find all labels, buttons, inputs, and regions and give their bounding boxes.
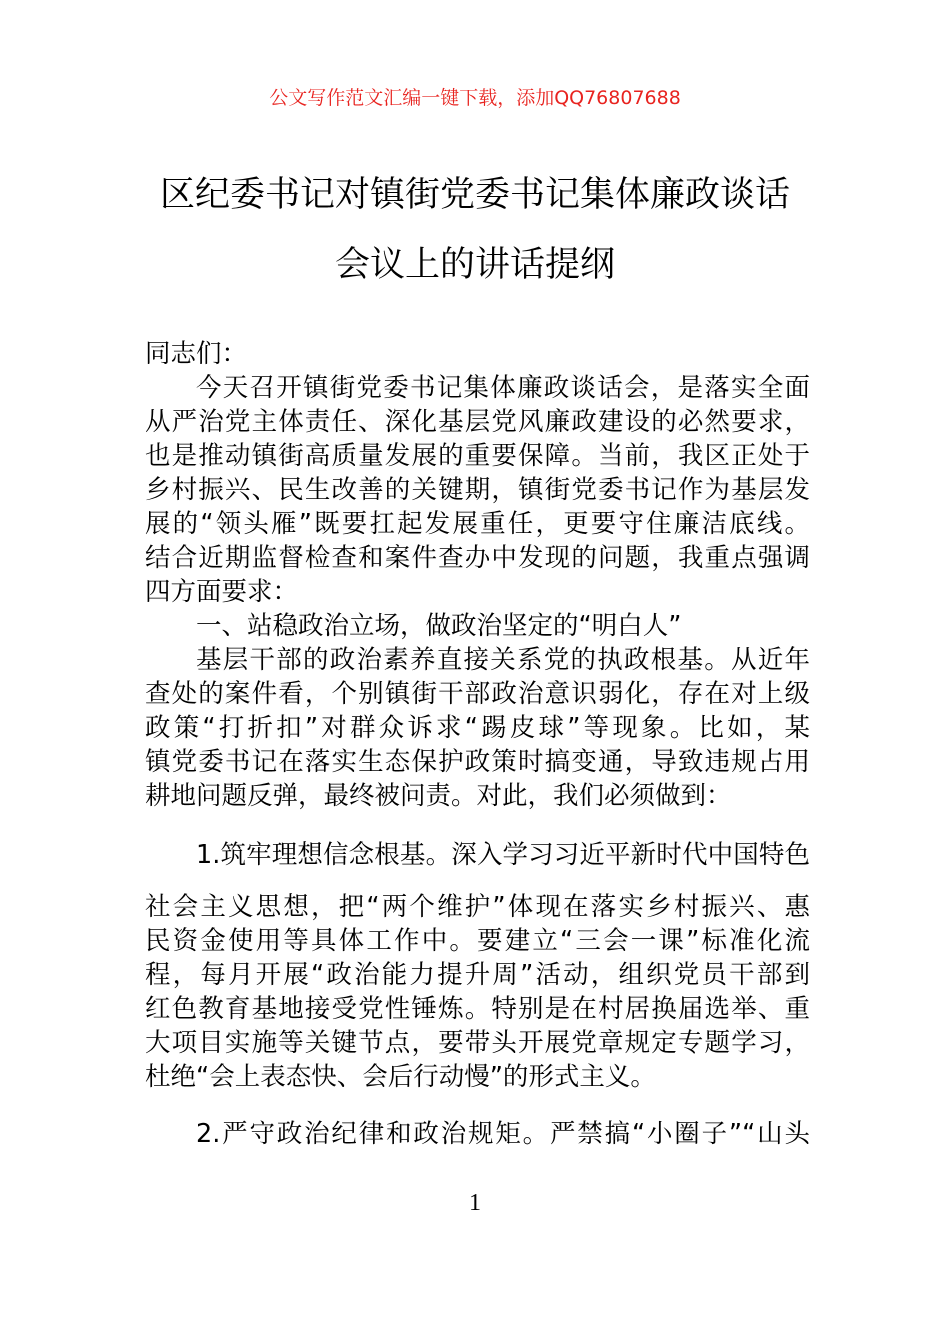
paragraph-line: 社会主义思想，把“两个维护”体现在落实乡村振兴、惠 bbox=[145, 892, 810, 922]
paragraph-line: 政策“打折扣”对群众诉求“踢皮球”等现象。比如，某 bbox=[145, 713, 810, 743]
paragraph-line: 杜绝“会上表态快、会后行动慢”的形式主义。 bbox=[145, 1062, 656, 1092]
salutation: 同志们： bbox=[145, 339, 248, 369]
paragraph-line: 红色教育基地接受党性锤炼。特别是在村居换届选举、重 bbox=[145, 994, 810, 1024]
watermark-banner: 公文写作范文汇编一键下载，添加QQ76807688 bbox=[269, 87, 681, 109]
paragraph-line: 乡村振兴、民生改善的关键期，镇街党委书记作为基层发 bbox=[145, 475, 810, 505]
subsection-heading-2: 2.严守政治纪律和政治规矩。严禁搞“小圈子”“山头 bbox=[196, 1119, 810, 1149]
paragraph-line: 四方面要求： bbox=[145, 577, 299, 607]
document-title-line-2: 会议上的讲话提纲 bbox=[334, 245, 615, 285]
paragraph-line: 大项目实施等关键节点，要带头开展党章规定专题学习， bbox=[145, 1028, 810, 1058]
section-heading-1: 一、站稳政治立场，做政治坚定的“明白人” bbox=[196, 611, 682, 641]
paragraph-line: 结合近期监督检查和案件查办中发现的问题，我重点强调 bbox=[145, 543, 810, 573]
paragraph-line: 展的“领头雁”既要扛起发展重任，更要守住廉洁底线。 bbox=[145, 509, 810, 539]
page-number: 1 bbox=[469, 1190, 481, 1216]
paragraph-line: 查处的案件看，个别镇街干部政治意识弱化，存在对上级 bbox=[145, 679, 810, 709]
paragraph-line: 今天召开镇街党委书记集体廉政谈话会，是落实全面 bbox=[196, 373, 810, 403]
paragraph-line: 耕地问题反弹，最终被问责。对此，我们必须做到： bbox=[145, 781, 732, 811]
paragraph-line: 镇党委书记在落实生态保护政策时搞变通，导致违规占用 bbox=[145, 747, 810, 777]
paragraph-line: 民资金使用等具体工作中。要建立“三会一课”标准化流 bbox=[145, 926, 810, 956]
document-title-line-1: 区纪委书记对镇街党委书记集体廉政谈话 bbox=[159, 175, 790, 215]
paragraph-line: 程，每月开展“政治能力提升周”活动，组织党员干部到 bbox=[145, 960, 810, 990]
paragraph-line: 也是推动镇街高质量发展的重要保障。当前，我区正处于 bbox=[145, 441, 810, 471]
paragraph-line: 从严治党主体责任、深化基层党风廉政建设的必然要求， bbox=[145, 407, 810, 437]
subsection-heading-1: 1.筑牢理想信念根基。深入学习习近平新时代中国特色 bbox=[196, 840, 810, 870]
paragraph-line: 基层干部的政治素养直接关系党的执政根基。从近年 bbox=[196, 645, 810, 675]
